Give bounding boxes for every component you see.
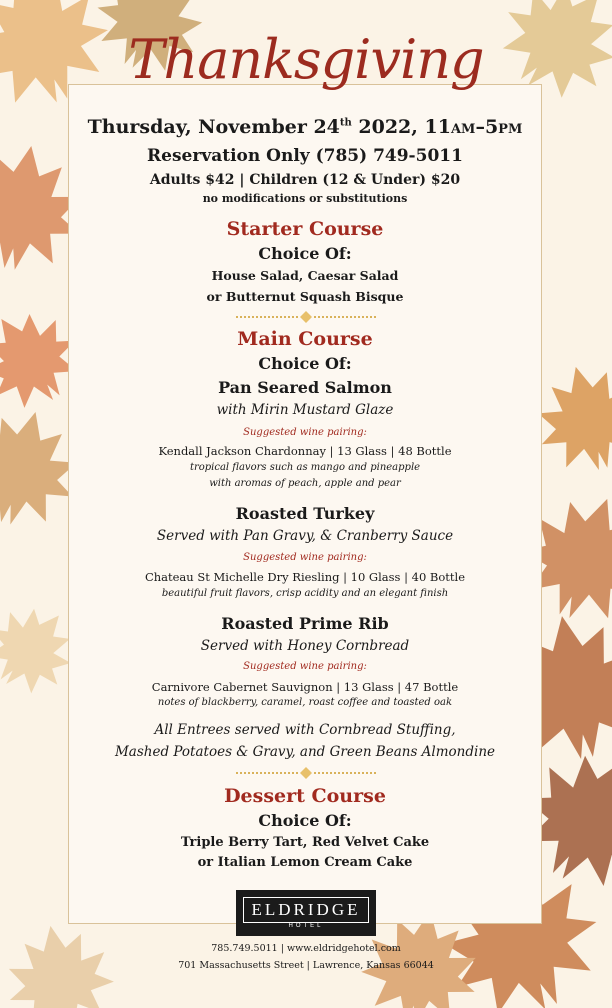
wine-pairing-label: Suggested wine pairing: [243,427,367,438]
dish-name: Roasted Prime Rib [221,614,389,633]
main-heading: Main Course [237,328,373,350]
dish-name: Roasted Turkey [235,504,375,523]
wine-pairing-label: Suggested wine pairing: [243,552,367,563]
starter-heading: Starter Course [226,218,384,240]
main-choice: Choice Of: [258,354,352,373]
event-date: Thursday, November 24th 2022, 11AM–5PM [87,116,523,138]
dessert-heading: Dessert Course [224,785,386,807]
wine-info: Chateau St Michelle Dry Riesling | 10 Glass | 40 Bottle [144,570,466,584]
wine-notes: notes of blackberry, caramel, roast coffee and toasted oak [157,697,453,708]
dish-name: Pan Seared Salmon [218,378,392,397]
sides-line-1: All Entrees served with Cornbread Stuffing, [154,722,456,738]
starter-line-2: or Butternut Squash Bisque [206,289,404,304]
substitution-note: no modifications or substitutions [202,192,408,205]
diamond-divider-icon [0,311,612,323]
dessert-line-1: Triple Berry Tart, Red Velvet Cake [180,835,430,850]
dish-description: with Mirin Mustard Glaze [216,402,394,418]
dessert-choice: Choice Of: [258,811,352,830]
footer-contact: 785.749.5011 | www.eldridgehotel.com [211,943,401,954]
diamond-divider-icon [0,767,612,779]
wine-notes: tropical flavors such as mango and pineapple [189,462,421,473]
reservation-info: Reservation Only (785) 749-5011 [147,146,463,166]
pricing-info: Adults $42 | Children (12 & Under) $20 [149,172,461,188]
dish-description: Served with Honey Cornbread [200,638,410,654]
footer-address: 701 Massachusetts Street | Lawrence, Kansas 66044 [178,960,434,971]
sides-line-2: Mashed Potatoes & Gravy, and Green Beans Almondine [114,744,496,760]
wine-notes: with aromas of peach, apple and pear [209,478,401,489]
page-title: Thanksgiving [128,28,484,91]
dessert-line-2: or Italian Lemon Cream Cake [197,855,413,870]
wine-info: Carnivore Cabernet Sauvignon | 13 Glass | 47 Bottle [151,680,459,694]
starter-choice: Choice Of: [258,244,352,263]
wine-pairing-label: Suggested wine pairing: [243,661,367,672]
hotel-logo [236,890,376,936]
logo-name: ELDRIDGE [243,897,369,923]
starter-line-1: House Salad, Caesar Salad [211,268,399,283]
wine-notes: beautiful fruit flavors, crisp acidity and an elegant finish [161,588,449,599]
dish-description: Served with Pan Gravy, & Cranberry Sauce [156,528,454,544]
wine-info: Kendall Jackson Chardonnay | 13 Glass | 48 Bottle [158,444,452,458]
logo-sub: HOTEL [288,923,324,929]
